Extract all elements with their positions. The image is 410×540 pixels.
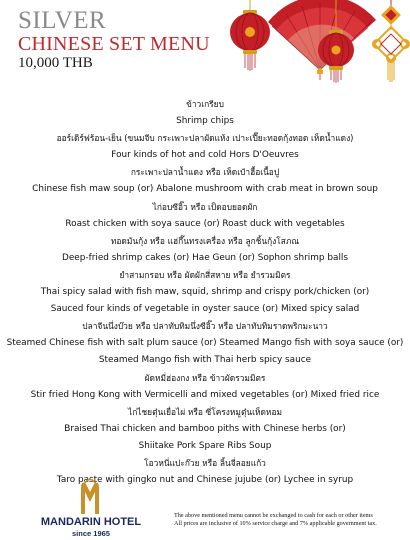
menu-item-english: Four kinds of hot and cold Hors D'Oeuvres — [111, 150, 299, 161]
menu-item-thai: ไก่ไชยตุ๋นเยื่อไผ่ หรือ ซี่โครงหมูตุ๋นเห็ดหอม — [127, 406, 282, 417]
menu-item-thai: ข้าวเกรียบ — [186, 99, 224, 109]
menu-item-english: Roast chicken with soya sauce (or) Roast duck with vegetables — [65, 218, 345, 229]
mandarin-hotel-logo-icon — [78, 478, 102, 514]
menu-item-thai: ผัดหมี่ฮ่องกง หรือ ข้าวผัดรวมมิตร — [144, 372, 266, 383]
menu-item-thai: ออร์เดิร์ฟร้อน-เย็น (ขนมจีบ กระเพาะปลาผัดแห้ง เปาะเปี๊ยะทอดกุ้งทอด เห็ดน้ำแดง) — [56, 133, 354, 144]
footnote-line-1: The above mentioned menu cannot be exchanged to cash for each or other items — [174, 512, 373, 519]
chinese-decoration — [228, 0, 410, 84]
menu-item-english: Braised Thai chicken and bamboo piths with Chinese herbs (or) — [64, 423, 346, 434]
menu-price: 10,000 THB — [18, 55, 93, 71]
menu-title: CHINESE SET MENU — [18, 33, 210, 55]
footnote-line-2: All prices are inclusive of 10% service charge and 7% applicable government tax. — [174, 520, 377, 528]
menu-item-english: Deep-fried shrimp cakes (or) Hae Geun (or) Sophon shrimp balls — [62, 252, 348, 263]
hotel-since: since 1965 — [72, 529, 110, 538]
menu-item-thai: กระเพาะปลาน้ำแดง หรือ เห็ดเป๋าฮื้อเนื้อปู — [130, 167, 280, 178]
menu-item-english: Steamed Chinese fish with salt plum sauce (or) Steamed Mango fish with soya sauce (or) — [6, 338, 404, 349]
hotel-name: MANDARIN HOTEL — [40, 516, 142, 528]
menu-item-english: Stir fried Hong Kong with Vermicelli and mixed vegetables (or) Mixed fried rice — [30, 389, 380, 400]
red-lantern-icon — [230, 0, 270, 71]
menu-item-thai: โอวหนี่แปะก๊วย หรือ ลิ้นจี่ลอยแก้ว — [144, 457, 266, 468]
menu-item-english: Taro paste with gingko nut and Chinese jujube (or) Lychee in syrup — [56, 475, 354, 486]
menu-item-english: Steamed Mango fish with Thai herb spicy sauce — [98, 355, 312, 366]
menu-item-english: Chinese fish maw soup (or) Abalone mushroom with crab meat in brown soup — [32, 184, 378, 195]
menu-item-thai: ทอดมันกุ้ง หรือ แฮ่กึ๊นทรงเครื่อง หรือ ลูกชิ้นกุ้งโสภณ — [110, 235, 300, 246]
menu-item-english: Sauced four kinds of vegetable in oyster sauce (or) Mixed spicy salad — [50, 304, 360, 315]
footnote — [174, 512, 406, 529]
menu-item-english: Thai spicy salad with fish maw, squid, shrimp and crispy pork/chicken (or) — [40, 287, 370, 298]
menu-item-english: Shiitake Pork Spare Ribs Soup — [138, 440, 272, 451]
menu-list — [0, 96, 410, 489]
menu-item-thai: ไก่อบซีอิ๊ว หรือ เป็ดอบยอดผัก — [152, 201, 258, 212]
menu-tier-title: SILVER — [18, 7, 107, 34]
menu-item-thai: ยำสามกรอบ หรือ ผัดผักสี่สหาย หรือ ยำรวมมิตร — [119, 269, 291, 280]
chinese-knot-icon — [373, 0, 409, 82]
menu-item-thai: ปลาจีนนึ่งบ๊วย หรือ ปลาทับทิมนึ่งซีอิ๊ว หรือ ปลาทับทิมราดพริกมะนาว — [82, 321, 328, 332]
menu-item-english: Shrimp chips — [176, 116, 234, 127]
